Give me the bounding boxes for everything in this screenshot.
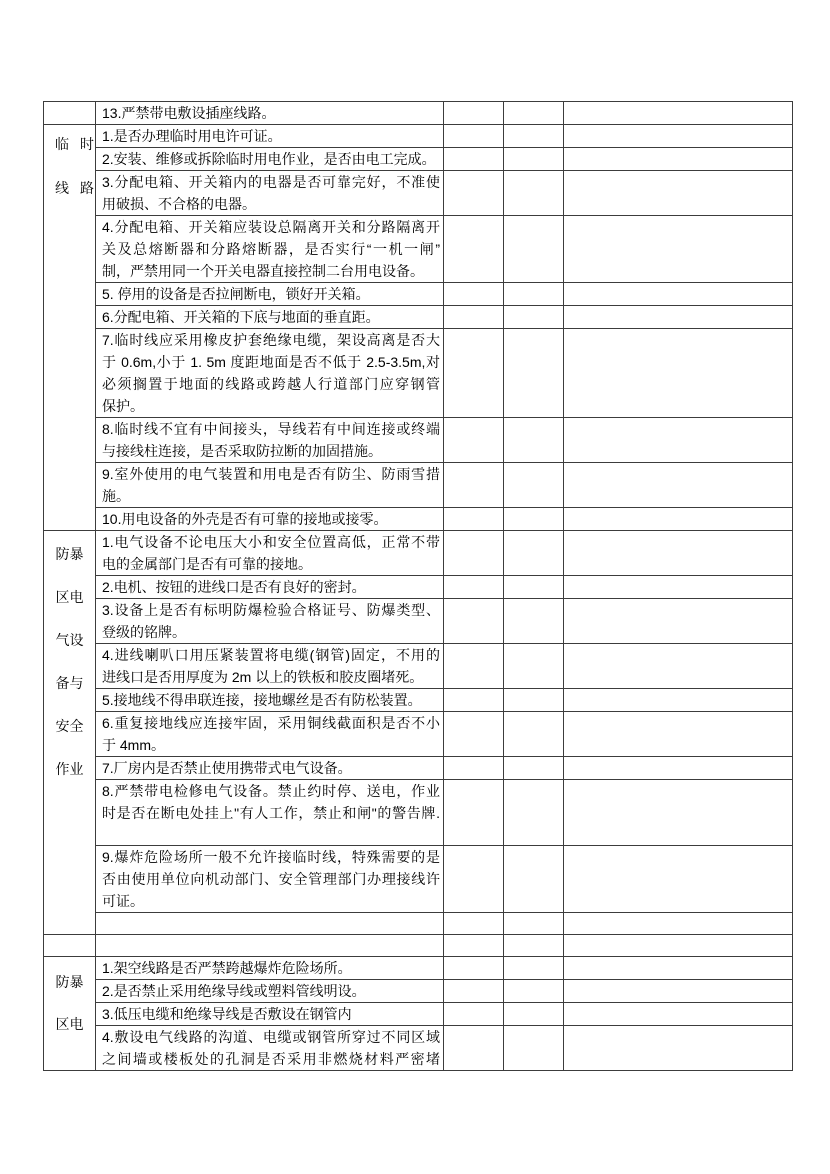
- empty-cell: [564, 780, 793, 846]
- item-text: 3.分配电箱、开关箱内的电器是否可靠完好，不准使: [102, 174, 440, 190]
- item-text: 8.临时线不宜有中间接头，导线若有中间连接或终端: [102, 421, 440, 437]
- table-row: [44, 531, 793, 576]
- empty-cell: [504, 846, 564, 913]
- table-row: [44, 1026, 793, 1071]
- table-row: [44, 846, 793, 913]
- item-cell: [96, 329, 444, 418]
- item-cell: [96, 306, 444, 329]
- table-row: [44, 216, 793, 283]
- inspection-table: [43, 101, 793, 1071]
- empty-cell: [504, 957, 564, 980]
- category-line: 线路: [55, 180, 105, 196]
- item-text: 于 4mm。: [102, 737, 165, 753]
- empty-cell: [504, 306, 564, 329]
- category-line: 区电: [55, 1016, 84, 1032]
- empty-cell: [504, 689, 564, 712]
- item-text: 2.安装、维修或拆除临时用电作业，是否由电工完成。: [102, 151, 436, 167]
- empty-cell: [444, 306, 504, 329]
- empty-cell: [564, 712, 793, 757]
- item-text: 3.低压电缆和绝缘导线是否敷设在钢管内: [102, 1006, 352, 1022]
- empty-cell: [564, 757, 793, 780]
- table-row: [44, 980, 793, 1003]
- item-cell: [96, 599, 444, 644]
- empty-cell: [564, 846, 793, 913]
- empty-cell: [504, 1026, 564, 1071]
- item-text: 关及总熔断器和分路熔断器，是否实行“一机一闸”: [102, 241, 440, 257]
- item-cell: [96, 531, 444, 576]
- table-row: [44, 102, 793, 125]
- empty-cell: [444, 418, 504, 463]
- empty-cell: [444, 102, 504, 125]
- empty-cell: [444, 757, 504, 780]
- item-text: 保护。: [102, 398, 144, 414]
- empty-cell: [504, 125, 564, 148]
- empty-cell: [444, 576, 504, 599]
- empty-cell: [444, 148, 504, 171]
- item-cell: [96, 171, 444, 216]
- category-line: 安全: [55, 718, 84, 734]
- category-cell: [44, 935, 96, 957]
- item-cell: [96, 757, 444, 780]
- table-row: [44, 913, 793, 935]
- empty-cell: [564, 148, 793, 171]
- item-text: 电的金属部门是否有可靠的接地。: [102, 556, 312, 572]
- item-cell: [96, 102, 444, 125]
- category-label: [44, 961, 95, 1045]
- item-text: 进线口是否用厚度为 2m 以上的铁板和胶皮圈堵死。: [102, 669, 424, 685]
- empty-cell: [504, 780, 564, 846]
- table-row: [44, 644, 793, 689]
- empty-cell: [564, 1026, 793, 1071]
- table-row: [44, 148, 793, 171]
- item-text: 可证。: [102, 893, 144, 909]
- category-label: [44, 533, 95, 791]
- empty-cell: [504, 171, 564, 216]
- empty-cell: [564, 913, 793, 935]
- item-text: 9.爆炸危险场所一般不允许接临时线，特殊需要的是: [102, 849, 440, 865]
- item-text: 1.架空线路是否严禁跨越爆炸危险场所。: [102, 960, 352, 976]
- empty-cell: [564, 329, 793, 418]
- item-cell: [96, 913, 444, 935]
- category-line: 临时: [55, 136, 105, 152]
- category-cell: [44, 531, 96, 935]
- empty-cell: [504, 712, 564, 757]
- empty-cell: [564, 689, 793, 712]
- empty-cell: [444, 1026, 504, 1071]
- empty-cell: [564, 463, 793, 508]
- empty-cell: [504, 148, 564, 171]
- category-cell: [44, 125, 105, 531]
- empty-cell: [504, 329, 564, 418]
- table-row: [44, 171, 793, 216]
- empty-cell: [564, 171, 793, 216]
- item-text: 7.厂房内是否禁止使用携带式电气设备。: [102, 760, 352, 776]
- item-text: 13.严禁带电敷设插座线路。: [102, 105, 276, 121]
- table-row: [44, 125, 793, 148]
- empty-cell: [564, 418, 793, 463]
- item-text: 4.敷设电气线路的沟道、电缆或钢管所穿过不同区域: [102, 1029, 440, 1045]
- item-cell: [96, 644, 444, 689]
- empty-cell: [504, 1003, 564, 1026]
- empty-cell: [444, 957, 504, 980]
- item-cell: [96, 216, 444, 283]
- item-text: 登级的铭牌。: [102, 624, 186, 640]
- empty-cell: [504, 599, 564, 644]
- category-line: 气设: [55, 632, 84, 648]
- table-row: [44, 935, 793, 957]
- empty-cell: [564, 980, 793, 1003]
- empty-cell: [564, 599, 793, 644]
- empty-cell: [444, 644, 504, 689]
- empty-cell: [444, 780, 504, 846]
- item-text: 必须搁置于地面的线路或跨越人行道部门应穿钢管: [102, 376, 440, 392]
- item-text: 于 0.6m,小于 1. 5m 度距地面是否不低于 2.5-3.5m,对: [102, 354, 440, 370]
- category-cell: [44, 957, 96, 1071]
- empty-cell: [564, 125, 793, 148]
- item-text: 2.是否禁止采用绝缘导线或塑料管线明设。: [102, 983, 366, 999]
- item-cell: [96, 576, 444, 599]
- table-row: [44, 1003, 793, 1026]
- item-text: 4.分配电箱、开关箱应装设总隔离开关和分路隔离开: [102, 219, 440, 235]
- empty-cell: [504, 463, 564, 508]
- table-row: [44, 508, 793, 531]
- item-text: 4.进线喇叭口用压紧装置将电缆(钢管)固定，不用的: [102, 647, 440, 663]
- item-text: 2.电机、按钮的进线口是否有良好的密封。: [102, 579, 366, 595]
- table-row: [44, 306, 793, 329]
- category-line: 备与: [55, 675, 84, 691]
- empty-cell: [564, 102, 793, 125]
- item-cell: [96, 418, 444, 463]
- empty-cell: [564, 957, 793, 980]
- empty-cell: [564, 306, 793, 329]
- empty-cell: [504, 418, 564, 463]
- item-cell: [96, 957, 444, 980]
- empty-cell: [444, 913, 504, 935]
- item-cell: [96, 508, 444, 531]
- category-label: [44, 122, 105, 210]
- empty-cell: [444, 531, 504, 576]
- empty-cell: [564, 576, 793, 599]
- item-text: 施。: [102, 488, 130, 504]
- empty-cell: [444, 283, 504, 306]
- table-row: [44, 689, 793, 712]
- table-row: [44, 712, 793, 757]
- item-text: 9.室外使用的电气装置和用电是否有防尘、防雨雪措: [102, 466, 440, 482]
- empty-cell: [504, 102, 564, 125]
- item-text: 否由使用单位向机动部门、安全管理部门办理接线许: [102, 871, 440, 887]
- empty-cell: [444, 599, 504, 644]
- empty-cell: [444, 125, 504, 148]
- empty-cell: [504, 757, 564, 780]
- item-text: 用破损、不合格的电器。: [102, 196, 256, 212]
- empty-cell: [504, 576, 564, 599]
- item-text: 1.电气设备不论电压大小和安全位置高低，正常不带: [102, 534, 440, 550]
- item-text: 制，严禁用同一个开关电器直接控制二台用电设备。: [102, 263, 424, 279]
- empty-cell: [504, 283, 564, 306]
- empty-cell: [564, 283, 793, 306]
- item-cell: [96, 463, 444, 508]
- item-text: 5.接地线不得串联连接，接地螺丝是否有防松装置。: [102, 692, 422, 708]
- empty-cell: [444, 216, 504, 283]
- table-row: [44, 418, 793, 463]
- empty-cell: [504, 531, 564, 576]
- item-cell: [96, 125, 444, 148]
- table-row: [44, 599, 793, 644]
- empty-cell: [504, 216, 564, 283]
- item-cell: [96, 1003, 444, 1026]
- item-text: 时是否在断电处挂上"有人工作，禁止和闸"的警告牌.: [102, 805, 440, 821]
- item-cell: [96, 935, 444, 957]
- empty-cell: [564, 935, 793, 957]
- item-text: 与接线柱连接，是否采取防拉断的加固措施。: [102, 443, 382, 459]
- item-text: 1.是否办理临时用电许可证。: [102, 128, 282, 144]
- empty-cell: [504, 935, 564, 957]
- item-cell: [96, 980, 444, 1003]
- item-text: 6.重复接地线应连接牢固，采用铜线截面积是否不小: [102, 715, 440, 731]
- item-cell: [96, 1026, 444, 1071]
- empty-cell: [504, 913, 564, 935]
- item-cell: [96, 780, 444, 846]
- empty-cell: [444, 508, 504, 531]
- empty-cell: [564, 1003, 793, 1026]
- item-text: 8.严禁带电检修电气设备。禁止约时停、送电，作业: [102, 783, 440, 799]
- item-text: 之间墙或楼板处的孔洞是否采用非燃烧材料严密堵: [102, 1051, 440, 1067]
- item-cell: [96, 712, 444, 757]
- table-row: [44, 757, 793, 780]
- empty-cell: [564, 216, 793, 283]
- empty-cell: [504, 980, 564, 1003]
- empty-cell: [444, 935, 504, 957]
- item-cell: [96, 689, 444, 712]
- empty-cell: [564, 508, 793, 531]
- table-row: [44, 780, 793, 846]
- item-cell: [96, 846, 444, 913]
- item-cell: [96, 283, 444, 306]
- table-row: [44, 329, 793, 418]
- empty-cell: [444, 689, 504, 712]
- empty-cell: [444, 712, 504, 757]
- item-cell: [96, 148, 444, 171]
- item-text: 10.用电设备的外壳是否有可靠的接地或接零。: [102, 511, 388, 527]
- empty-cell: [444, 463, 504, 508]
- empty-cell: [564, 644, 793, 689]
- empty-cell: [444, 980, 504, 1003]
- category-line: 防暴: [55, 546, 84, 562]
- empty-cell: [504, 508, 564, 531]
- table-row: [44, 463, 793, 508]
- category-line: 区电: [55, 589, 84, 605]
- empty-cell: [444, 1003, 504, 1026]
- empty-cell: [504, 644, 564, 689]
- item-text: 6.分配电箱、开关箱的下底与地面的垂直距。: [102, 309, 380, 325]
- empty-cell: [564, 531, 793, 576]
- category-line: 防暴: [55, 974, 84, 990]
- table-row: [44, 283, 793, 306]
- item-text: 5. 停用的设备是否拉闸断电，锁好开关箱。: [102, 286, 370, 302]
- item-text: 7.临时线应采用橡皮护套绝缘电缆，架设高离是否大: [102, 332, 440, 348]
- empty-cell: [444, 171, 504, 216]
- empty-cell: [444, 329, 504, 418]
- table-row: [44, 957, 793, 980]
- item-text: 3.设备上是否有标明防爆检验合格证号、防爆类型、: [102, 602, 440, 618]
- table-row: [44, 576, 793, 599]
- category-line: 作业: [55, 761, 84, 777]
- empty-cell: [444, 846, 504, 913]
